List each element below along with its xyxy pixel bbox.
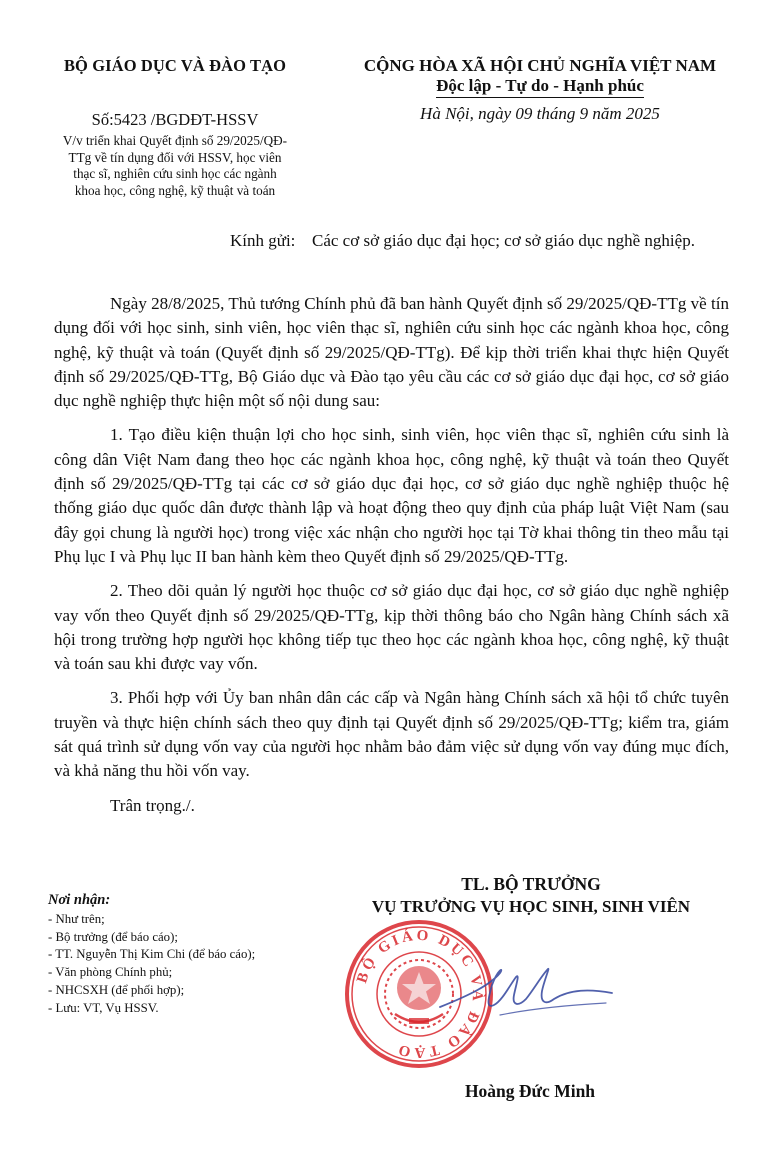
recipients [48, 892, 338, 1017]
body-paragraph-1: 1. Tạo điều kiện thuận lợi cho học sinh, sinh viên, học viên thạc sĩ, nghiên cứu sinh là công dân Việt Nam đang theo học các ngành khoa học, công nghệ, kỹ thuật và toán theo Quyết định số 29/2025/QĐ-TTg tại các cơ sở giáo dục đại học, cơ sở giáo dục nghề nghiệp thuộc hệ thống giáo dục quốc dân được thành lập và hoạt động theo quy định của pháp luật Việt Nam (sau đây gọi chung là người học) trong việc xác nhận cho người học tại Tờ khai thông tin theo mẫu tại Phụ lục I và Phụ lục II ban hành kèm theo Quyết định số 29/2025/QĐ-TTg. [54, 425, 729, 566]
header-left [20, 56, 330, 199]
signer-title-1: TL. BỘ TRƯỞNG [461, 874, 601, 894]
recipient-item: - TT. Nguyễn Thị Kim Chi (để báo cáo); [48, 947, 256, 962]
signer-name: Hoàng Đức Minh [464, 1081, 596, 1101]
subject-line: khoa học, công nghệ, kỹ thuật và toán [74, 182, 276, 198]
seal-text: BỘ GIÁO DỤC VÀ ĐÀO TẠO [354, 927, 486, 1061]
document-body [54, 292, 729, 828]
header-right [322, 56, 758, 124]
signer-title-2: VỤ TRƯỞNG VỤ HỌC SINH, SINH VIÊN [371, 897, 691, 916]
recipients-title: Nơi nhận: [48, 892, 111, 908]
addressee [230, 228, 730, 253]
recipient-item: - Văn phòng Chính phủ; [48, 965, 173, 980]
recipients-list [48, 911, 338, 1017]
motto: Độc lập - Tự do - Hạnh phúc [436, 76, 644, 98]
body-paragraph-3: 3. Phối hợp với Ủy ban nhân dân các cấp và Ngân hàng Chính sách xã hội tổ chức tuyên truyền và thực hiện chính sách theo quy định tại Quyết định số 29/2025/QĐ-TTg; kiểm tra, giám sát quá trình sử dụng vốn vay của người học nhằm bảo đảm việc sử dụng vốn vay đúng mục đích, và khả năng thu hồi vốn vay. [54, 688, 729, 781]
body-paragraph-2: 2. Theo dõi quản lý người học thuộc cơ sở giáo dục đại học, cơ sở giáo dục nghề nghiệp vay vốn theo Quyết định số 29/2025/QĐ-TTg, kịp thời thông báo cho Ngân hàng Chính sách xã hội trong trường hợp người học không tiếp tục theo học các ngành khoa học, công nghệ, kỹ thuật và toán sau khi được vay vốn. [54, 581, 729, 674]
recipient-item: - NHCSXH (để phối hợp); [48, 982, 185, 997]
addressee-label: Kính gửi: [230, 231, 296, 250]
recipient-item: - Như trên; [48, 912, 105, 926]
subject-line: TTg về tín dụng đối với HSSV, học viên [68, 149, 282, 165]
place-date: Hà Nội, ngày 09 tháng 9 năm 2025 [420, 104, 660, 123]
handwritten-signature-icon [430, 955, 620, 1040]
subject-line: thạc sĩ, nghiên cứu sinh học các ngành [73, 166, 277, 181]
document-number: Số:5423 /BGDĐT-HSSV [91, 110, 259, 129]
ministry-name: BỘ GIÁO DỤC VÀ ĐÀO TẠO [63, 56, 287, 75]
document-subject [20, 133, 330, 199]
body-paragraph-intro: Ngày 28/8/2025, Thủ tướng Chính phủ đã ban hành Quyết định số 29/2025/QĐ-TTg về tín dụng đối với học sinh, sinh viên, học viên thạc sĩ, nghiên cứu sinh học các ngành khoa học, công nghệ, kỹ thuật và toán (Quyết định số 29/2025/QĐ-TTg). Để kịp thời triển khai thực hiện Quyết định số 29/2025/QĐ-TTg, Bộ Giáo dục và Đào tạo yêu cầu các cơ sở giáo dục đại học, cơ sở giáo dục nghề nghiệp thực hiện một số nội dung sau: [54, 294, 729, 411]
closing: Trân trọng./. [110, 795, 195, 815]
recipient-item: - Bộ trưởng (để báo cáo); [48, 929, 178, 944]
subject-line: V/v triển khai Quyết định số 29/2025/QĐ- [62, 133, 288, 148]
addressee-value: Các cơ sở giáo dục đại học; cơ sở giáo dục nghề nghiệp. [312, 231, 695, 250]
recipient-item: - Lưu: VT, Vụ HSSV. [48, 1000, 159, 1015]
country-name: CỘNG HÒA XÃ HỘI CHỦ NGHĨA VIỆT NAM [363, 56, 717, 75]
signer-block [326, 874, 736, 917]
